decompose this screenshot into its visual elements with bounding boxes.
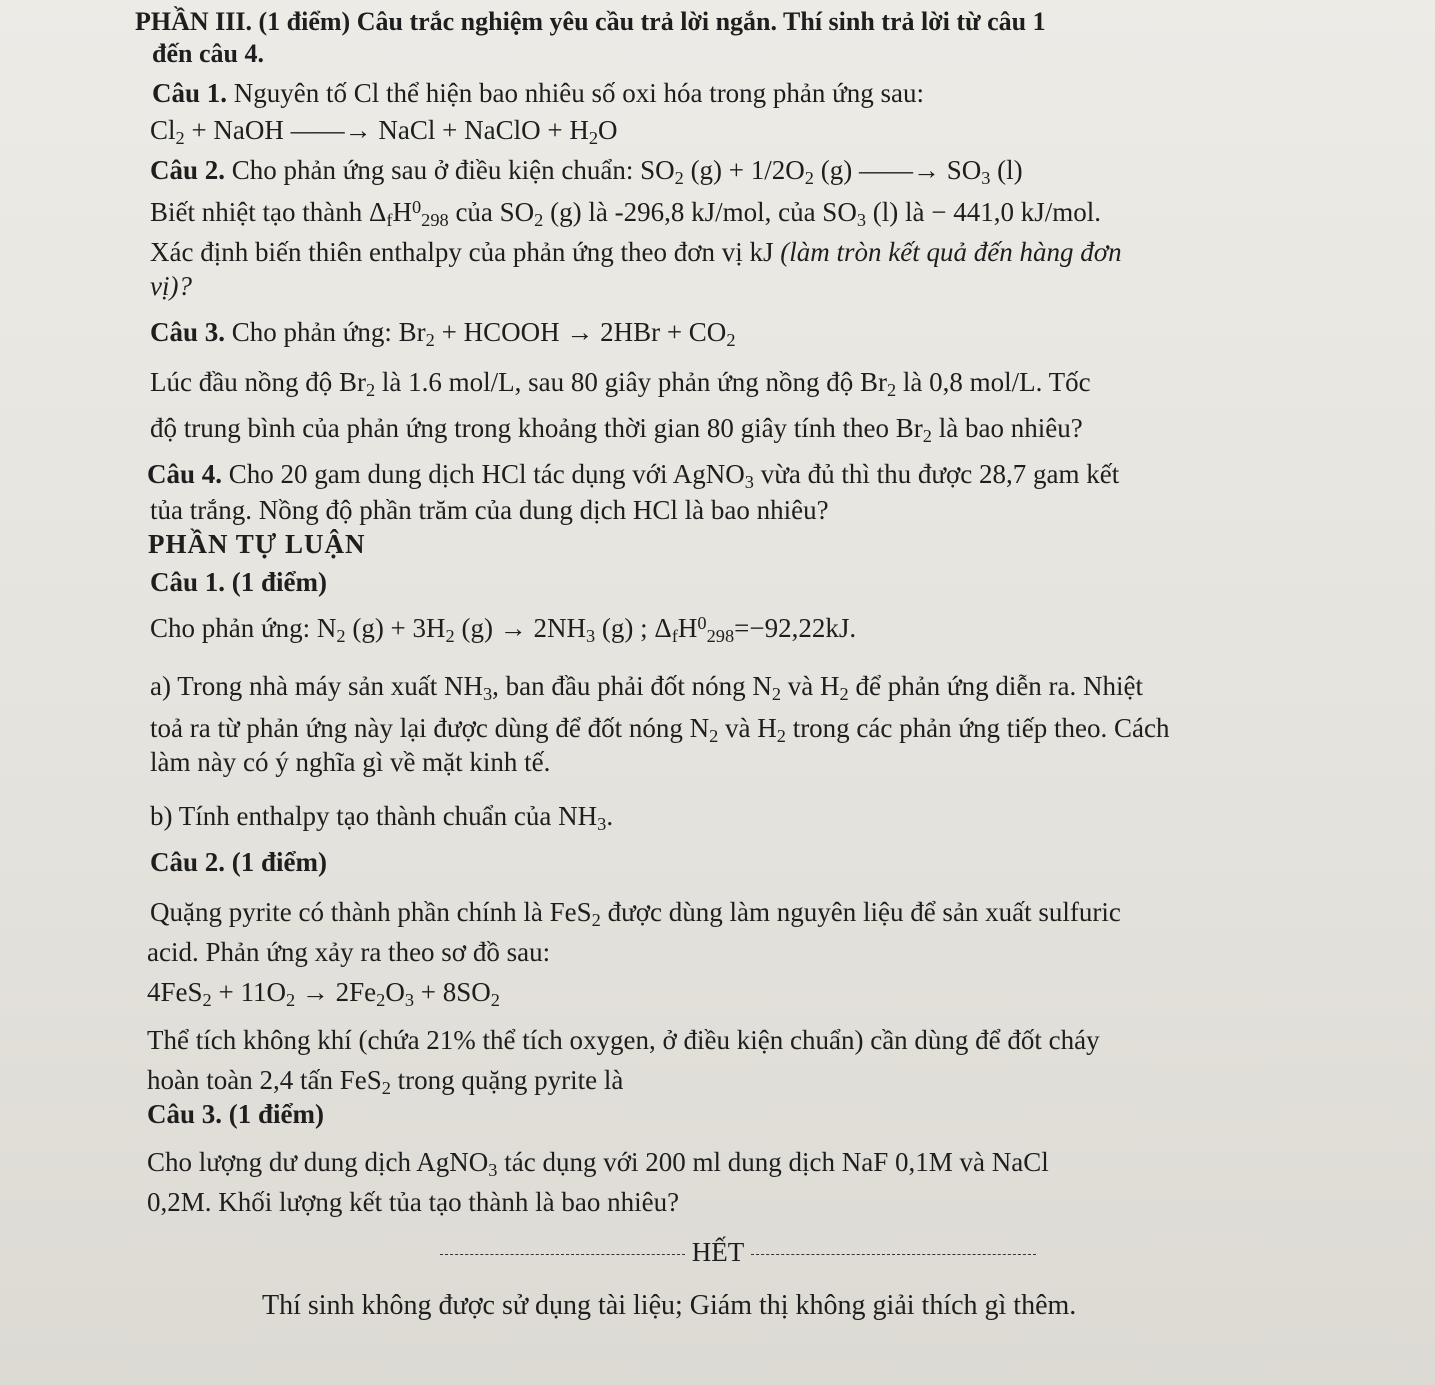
essay-q3-line2: 0,2M. Khối lượng kết tủa tạo thành là bao nhiêu? xyxy=(147,1187,680,1217)
q1-equation: $Cl_2$ + NaOH ——→ NaCl + NaClO + $H_2O$ xyxy=(150,115,618,149)
end-dash-left xyxy=(440,1254,685,1255)
q2-line2: Biết nhiệt tạo thành $\Delta_fH^0_{298}$ của $SO_2$ (g) là -296,8 kJ/mol, của $SO_3$ (l) là − 441,0 kJ/mol. xyxy=(150,196,1101,231)
q3-line3: độ trung bình của phản ứng trong khoảng thời gian 80 giây tính theo $Br_2$ là bao nhiêu? xyxy=(150,413,1083,447)
q4-line2: tủa trắng. Nồng độ phần trăm của dung dịch HCl là bao nhiêu? xyxy=(150,495,829,525)
essay-heading: PHẦN TỰ LUẬN xyxy=(148,529,366,559)
q4-line1: Câu 4. Cho 20 gam dung dịch HCl tác dụng với AgNO$_3$ vừa đủ thì thu được 28,7 gam kết xyxy=(147,459,1120,493)
essay-q2-equation: $4FeS_2 + 11O_2 \to 2Fe_2O_3 + 8SO_2$ xyxy=(147,977,500,1011)
essay-q2-line2: acid. Phản ứng xảy ra theo sơ đồ sau: xyxy=(147,937,551,967)
part3-heading-line1: PHẦN III. (1 điểm) Câu trắc nghiệm yêu cầu trả lời ngắn. Thí sinh trả lời từ câu 1 xyxy=(135,7,1046,36)
essay-q2-label: Câu 2. (1 điểm) xyxy=(150,847,327,877)
essay-q3-line1: Cho lượng dư dung dịch AgNO$_3$ tác dụng với 200 ml dung dịch NaF 0,1M và NaCl xyxy=(147,1147,1049,1181)
essay-q1a-line1: a) Trong nhà máy sản xuất $NH_3$, ban đầu phải đốt nóng $N_2$ và $H_2$ để phản ứng diễn ra. Nhiệt xyxy=(150,671,1144,705)
essay-q2-line3: Thể tích không khí (chứa 21% thể tích oxygen, ở điều kiện chuẩn) cần dùng để đốt cháy xyxy=(147,1025,1100,1055)
part3-heading-line2: đến câu 4. xyxy=(152,39,264,68)
footer-note: Thí sinh không được sử dụng tài liệu; Giám thị không giải thích gì thêm. xyxy=(262,1290,1077,1321)
q3-line2: Lúc đầu nồng độ $Br_2$ là 1.6 mol/L, sau 80 giây phản ứng nồng độ $Br_2$ là 0,8 mol/L. Tốc xyxy=(150,367,1091,401)
essay-q1a-line2: toả ra từ phản ứng này lại được dùng để đốt nóng $N_2$ và $H_2$ trong các phản ứng tiếp theo. Cách xyxy=(150,713,1170,747)
end-dash-right xyxy=(751,1254,1036,1255)
essay-q1a-line3: làm này có ý nghĩa gì về mặt kinh tế. xyxy=(150,747,551,777)
q1-text: Câu 1. Nguyên tố Cl thể hiện bao nhiêu số oxi hóa trong phản ứng sau: xyxy=(152,78,925,108)
essay-q2-line1: Quặng pyrite có thành phần chính là FeS$_2$ được dùng làm nguyên liệu để sản xuất sulfuric xyxy=(150,897,1121,931)
q2-line3: Xác định biến thiên enthalpy của phản ứng theo đơn vị kJ (làm tròn kết quả đến hàng đơn xyxy=(150,237,1122,267)
essay-q1-reaction: Cho phản ứng: $N_2$ $(g) + 3H_2$ $(g) \to 2NH_3$ (g) ; $\Delta_fH^0_{298}=-92,22kJ$. xyxy=(150,612,857,647)
essay-q2-line4: hoàn toàn 2,4 tấn FeS$_2$ trong quặng pyrite là xyxy=(147,1065,624,1099)
q3-line1: Câu 3. Cho phản ứng: $Br_2$ + HCOOH → $2HBr + CO_2$ xyxy=(150,317,736,351)
q2-line1: Câu 2. Cho phản ứng sau ở điều kiện chuẩn: $SO_2$ $(g) + 1/2O_2$ (g) ——→ $SO_3$ (l) xyxy=(150,155,1023,189)
end-mark: HẾT xyxy=(440,1236,1036,1268)
essay-q1-label: Câu 1. (1 điểm) xyxy=(150,567,327,597)
essay-q1b: b) Tính enthalpy tạo thành chuẩn của $NH_3$. xyxy=(150,801,614,835)
essay-q3-label: Câu 3. (1 điểm) xyxy=(147,1099,324,1129)
q2-line4: vị)? xyxy=(150,271,192,301)
